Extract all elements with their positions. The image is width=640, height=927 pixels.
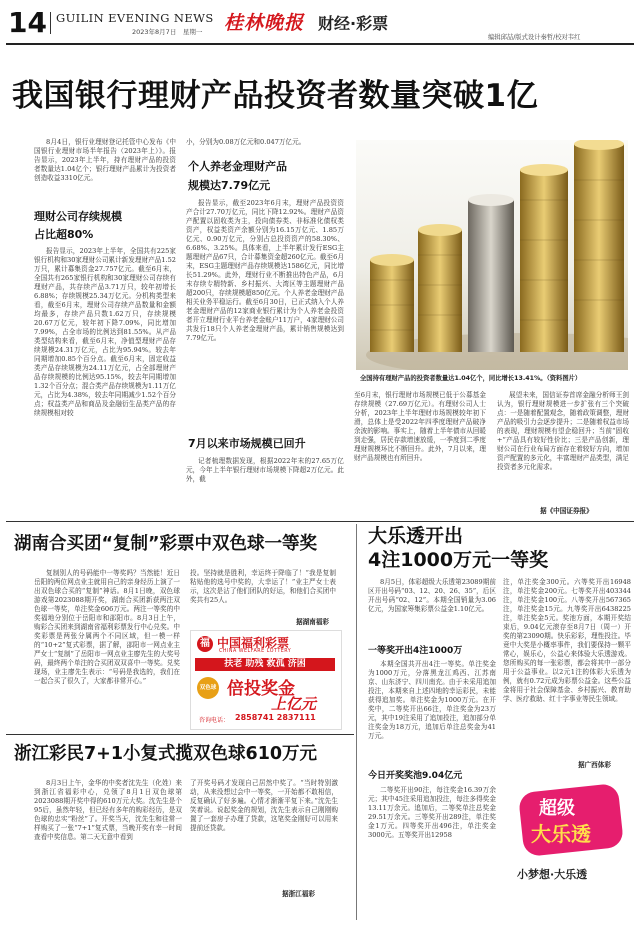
masthead-divider xyxy=(50,12,51,34)
zhejiang-headline: 浙江彩民7+1小复式揽双色球610万元 xyxy=(14,744,318,764)
jackpot-text: 倍投奖金 xyxy=(227,679,295,699)
column3-body: 至6月末，银行理财市场规模已低于公募基金存续规模（27.69万亿元）。有理财公司人士分析，2023年上半年理财市场规模较年初下滑，总体上是受2022年四季度理财产品破净余波的影响。事实上，随着上半年债市从回暖到走强，居民存款增速放缓，一季度到二季度理财规模环比不断回升。此外，7月以来，理财产品规模也有所回升。 xyxy=(354,391,486,462)
hunan-body-left: 复制别人的号码能中一等奖吗？当然能！近日岳阳的两位网点业主就用自己的亲身经历上演了一出双色球合买的“复制”神话。8月1日晚，双色球游戏第2023088期开奖，湖南合买团新获两注双色球一等奖，单注奖金606万元。两注一等奖的中奖福地分别位于岳阳市和邵阳市。8月3日上午，购彩合买团来到湖南省福利彩票发行中心兑奖。中奖彩票是两张分属两个不同区域，但一模一样的“10+2”复式彩票，据了解，邵阳市一网点业主严女士“复制”了岳阳市一网点业主廖先生的大奖号码，最终两个单注的合买团双双喜中一等奖。兑奖现场，业主廖先生表示：“号码是我选的，我们在一起合买了很久了，大家都非常开心。” xyxy=(34,569,180,685)
daletou-source: 据广西体彩 xyxy=(578,761,611,769)
hunan-headline: 湖南合买团“复制”彩票中双色球一等奖 xyxy=(14,534,318,554)
article-intro: 8月4日，银行业理财登记托管中心发布《中国银行业理财市场半年报告（2023年上）》。报告显示，2023年上半年，持有理财产品的投资者数量达1.04亿个；银行理财产品累计为投资者创造收益3310亿元。 xyxy=(34,138,176,182)
page-number: 14 xyxy=(8,6,47,39)
column4-body: 展望未来，国信证券首席金融分析师王剑认为，银行理财规模进一步扩张有三个突破点：一是随着配置观念，随着政策调整，理财产品的吸引力会逐步提升；二是随着权益市场的表现，理财规模有望企稳回升；当前“固收+”产品具有较好性价比；三是产品创新，理财公司在行业布局方面存在着较好方向，增加资产配置的多元化，丰富理财产品类型，满足投资者多元化需求。 xyxy=(497,391,629,471)
superlotto-logo-text-1: 超级 xyxy=(539,798,575,819)
subheading-rebound: 7月以来市场规模已回升 xyxy=(188,437,306,450)
hunan-body-right: 投。坚持就是胜利，幸运终于降临了！“我是复制粘贴他的选号中奖的，大幸运了！”业主严女士表示，这次是沾了他们团队的好运，和他们合买团中奖共有25人。 xyxy=(190,569,336,604)
column2-body: 报告显示，截至2023年6月末，理财产品投资资产合计27.70万亿元，同比下降12.92%。理财产品资产配置以固收类为主，投向债券类、非标准化债权类资产，权益类资产余额分别为16.15万亿元、1.85万亿元、0.90万亿元，分别占总投资资产的58.30%、6.68%、3.25%。具体来看，上半年累计发行ESG主题理财产品67只，合计募集资金超260亿元。截至6月末，ESG主题理财产品存续规模达1586亿元，同比增长51.29%。此外，理财行业不断推出特色产品，6月末存续专精特新、乡村振兴、大湾区等主题理财产品超200只，存续规模超850亿元。个人养老金理财产品相关业务平稳运行。截至6月30日，已正式纳入个人养老金理财产品的12家商业银行累计为个人养老金投资者开立理财行业平台养老金账户11万户，4家理财公司共发行18只个人养老金理财产品，累计销售规模达到7.79亿元。 xyxy=(186,199,344,342)
editors-credit: 编辑邱喆/版式设计秦哲/校对韦红 xyxy=(488,34,581,41)
photo-caption: 全国持有理财产品的投资者数量达1.04亿个，同比增长13.41%。（资料图片） xyxy=(360,375,582,382)
subheading-scale: 理财公司存续规模 xyxy=(34,210,122,223)
welfare-lottery-ad xyxy=(190,630,342,730)
zhejiang-divider xyxy=(6,734,354,735)
column4-source: 据《中国证券报》 xyxy=(540,507,593,515)
welfare-cn-name: 中国福利彩票 xyxy=(217,636,290,650)
column1-body: 报告显示，2023年上半年，全国共有225家银行机构和30家理财公司累计新发理财产品1.52万只，累计募集资金27.757亿元。截至6月末，全国共有265家银行机构和30家理财公司存续有理财产品，共存续产品3.71万只，较年初增长6.88%；存续规模25.34万亿元。分机构类型来看，截至6月末，理财公司存续产品数量和金额均最多，存续产品只数1.62万只，存续规模20.67万亿元，较年初下降7.09%，同比增加7.99%，占全市场的比例达到81.55%。从产品类型结构来看，截至6月末，净值型理财产品存续规模24.31万亿元，占比为95.94%。较去年同期增加0.85个百分点。截至6月末，固定收益类产品存续规模为24.11万亿元，占全部理财产品存续规模的比例达95.15%，较去年同期增加1.32个百分点；混合类产品存续规模为1.11万亿元，占比为4.38%，较去年同期减少1.52个百分点；权益类产品和商品及金融衍生品类产品的存续规模相对较 xyxy=(34,247,176,417)
column2-body2: 记者梳理数据发现，根据2022年末的27.65万亿元，今年上半年银行理财市场规模下降超2万亿元。此外，截 xyxy=(186,457,344,483)
ssq-badge: 双色球 xyxy=(197,677,219,699)
subheading-pension-scale: 规模达7.79亿元 xyxy=(188,179,271,192)
hotline-label: 咨询电话： xyxy=(199,717,230,724)
superlotto-logo xyxy=(515,786,627,886)
column2-top: 小，分别为0.08万亿元和0.047万亿元。 xyxy=(186,138,306,146)
zhejiang-body-right: 了开奖号码才发现自己居然中奖了。“当时特别激动，从来没想过会中一等奖，一开始都不敢相信，反复确认了好多遍。心情才渐渐平复下来。”沈先生笑着说。说起奖金的规划，沈先生表示自己刚刚购置了一套房子办理了贷款，这笔奖金刚好可以用来提前还贷款。 xyxy=(190,779,338,832)
vertical-divider xyxy=(356,524,357,920)
section-name: 财经·彩票 xyxy=(318,14,389,33)
paper-logo: 桂林晚报 xyxy=(224,12,305,34)
daletou-headline-1: 大乐透开出 xyxy=(368,525,464,547)
daletou-body-2: 本期全国共开出4注一等奖。单注奖金为1000万元，分落黑龙江鸡西、江苏南京、山东济宁、四川南充。由于未采用追加投注，本期来自上述四地的幸运彩民，未能获得追加奖。单注奖金为1000万元。在开奖中，二等奖开出66注，单注奖金为23万元，其中19注采用了追加投注，追加部分单注奖金为18万元，追加后单注总奖金为41万元。 xyxy=(368,660,496,740)
welfare-en-name: CHINA WELFARE LOTTERY xyxy=(219,649,292,654)
paper-name-en: GUILIN EVENING NEWS xyxy=(56,11,214,25)
superlotto-logo-text-2: 大乐透 xyxy=(531,822,591,846)
subheading-share: 占比超80% xyxy=(34,228,94,241)
headline: 我国银行理财产品投资者数量突破1亿 xyxy=(12,78,539,114)
daletou-body-3: 二等奖开出90注，每注奖金16.39万余元；其中45注采用追加投注，每注多得奖金13.11万余元。追加后，二等奖单注总奖金29.51万余元。三等奖开出289注，单注奖金1万元。四等奖开出496注，单注奖金3000元。五等奖开出12958 xyxy=(368,786,496,839)
superlotto-slogan: 小梦想·大乐透 xyxy=(517,868,588,881)
daletou-body-4: 注，单注奖金300元。六等奖开出16948注，单注奖金200元。七等奖开出403344注，单注奖金100元。八等奖开出567365注，单注奖金15元。九等奖开出6438225注，单注奖金5元。奖池方面，本期开奖结束后，9.04亿元滚存至8月7日（周一）开奖的第23090期。快乐彩彩，理性投注。毕竟中大奖是小概率事件，我们要保持一颗平常心，娱乐心，公益心来体验大乐透游戏。您所购买的每一张彩票，都会将其中一部分用于公益事业。以2元1注的体彩大乐透为例，就有0.72元成为彩票公益金。这些公益金将用于社会保障基金、乡村振兴、教育助学、医疗救助、红十字事业等民生领域。 xyxy=(503,578,631,703)
daletou-subheading-1: 一等奖开出4注1000万 xyxy=(368,646,463,656)
coins-illustration xyxy=(356,140,628,370)
section-divider-top xyxy=(6,521,634,522)
hotline-number: 2858741 2837111 xyxy=(235,713,316,722)
zhejiang-source: 据浙江福彩 xyxy=(282,890,315,898)
subheading-pension: 个人养老金理财产品 xyxy=(188,160,287,173)
coin-stacks-photo xyxy=(356,140,628,370)
daletou-headline-2: 4注1000万元一等奖 xyxy=(368,549,549,571)
welfare-slogan: 扶老 助残 救孤 济困 xyxy=(195,658,335,671)
masthead-rule xyxy=(6,43,634,45)
daletou-intro: 8月5日，体彩超级大乐透第23089期前区开出号码“03、12、20、26、35”，后区开出号码“02、12”。本期全国销量为3.06亿元，为国家筹集彩票公益金1.10亿元。 xyxy=(368,578,496,613)
daletou-subheading-2: 今日开奖奖池9.04亿元 xyxy=(368,771,463,781)
zhejiang-body-left: 8月3日上午，金华的中奖者沈先生（化姓）来到浙江省福彩中心，兑领了8月1日双色球第2023088期开奖中得的610万元大奖。沈先生是个95后，虽然年轻，但已经有多年的购彩经历，是双色球的忠实“粉丝”了。开奖当天，沈先生和往常一样购买了一张“7+1”复式票，当晚开奖有幸一时间查看中奖信息。第二天无意中看到 xyxy=(34,779,182,841)
hunan-source: 据湖南福彩 xyxy=(296,618,329,626)
welfare-logo-icon: 福 xyxy=(197,636,213,652)
jackpot-amount: 上亿元 xyxy=(271,695,317,713)
issue-date: 2023年8月7日 星期一 xyxy=(132,28,203,36)
